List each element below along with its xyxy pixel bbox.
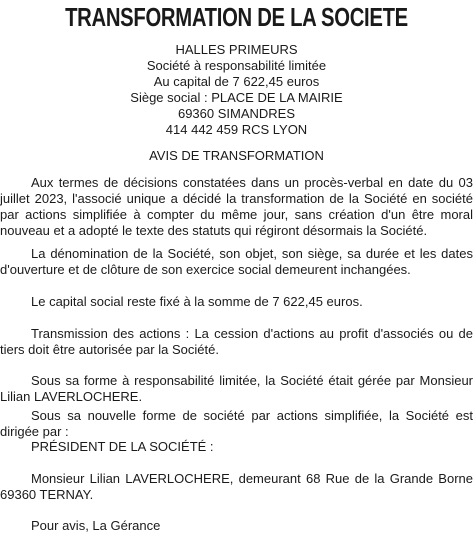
notice-title: TRANSFORMATION DE LA SOCIETE bbox=[65, 2, 408, 32]
paragraph-unchanged: La dénomination de la Société, son objet, son siège, sa durée et les dates d'ouverture et de clôture de son exercice social demeurent inchangées. bbox=[0, 246, 473, 277]
company-rcs: 414 442 459 RCS LYON bbox=[165, 122, 308, 137]
paragraph-signature: Pour avis, La Gérance bbox=[31, 518, 161, 533]
company-name: HALLES PRIMEURS bbox=[175, 42, 298, 57]
company-city: 69360 SIMANDRES bbox=[177, 106, 296, 121]
company-capital: Au capital de 7 622,45 euros bbox=[153, 74, 320, 89]
paragraph-president: Monsieur Lilian LAVERLOCHERE, demeurant 68 Rue de la Grande Borne 69360 TERNAY. bbox=[0, 471, 473, 502]
company-seat: Siège social : PLACE DE LA MAIRIE bbox=[130, 90, 343, 105]
company-header bbox=[0, 42, 473, 138]
notice-heading: AVIS DE TRANSFORMATION bbox=[149, 148, 324, 163]
company-form: Société à responsabilité limitée bbox=[146, 58, 327, 73]
paragraph-former-manager: Sous sa forme à responsabilité limitée, la Société était gérée par Monsieur Lilian LAVERLOCHERE. bbox=[0, 373, 473, 404]
paragraph-share-transfer: Transmission des actions : La cession d'actions au profit d'associés ou de tiers doit être autorisée par la Société. bbox=[0, 326, 473, 357]
paragraph-president-heading: PRÉSIDENT DE LA SOCIÉTÉ : bbox=[31, 439, 214, 454]
paragraph-new-direction: Sous sa nouvelle forme de société par actions simplifiée, la Société est dirigée par : bbox=[0, 408, 473, 439]
paragraph-capital: Le capital social reste fixé à la somme de 7 622,45 euros. bbox=[31, 294, 363, 309]
paragraph-decision: Aux termes de décisions constatées dans un procès-verbal en date du 03 juillet 2023, l'associé unique a décidé la transformation de la Société en société par actions simplifiée à compter du même jour, sans création d'un être moral nouveau et a adopté le texte des statuts qui régiront désormais la Société. bbox=[0, 175, 473, 238]
